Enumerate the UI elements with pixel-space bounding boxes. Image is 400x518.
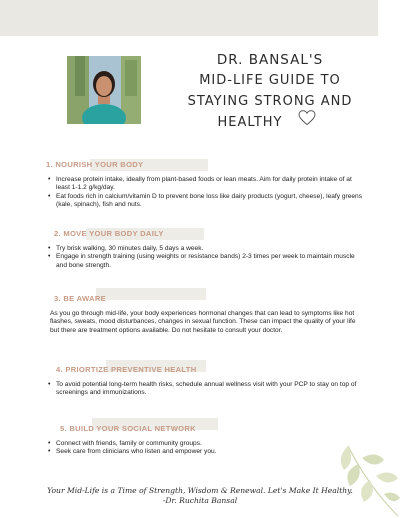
- bullet-list: [46, 381, 366, 398]
- section-preventive: [46, 365, 366, 398]
- section-nourish: [46, 160, 366, 210]
- page-title: [150, 50, 390, 133]
- section-move: [46, 229, 366, 270]
- bullet-list: [46, 176, 366, 210]
- list-item: • Seek care from clinicians who listen and empower you.: [56, 448, 366, 456]
- list-item: • Try brisk walking, 30 minutes daily, 5 days a week.: [56, 245, 366, 253]
- bullet-list: [46, 440, 366, 457]
- section-heading: 5. BUILD YOUR SOCIAL NETWORK: [46, 424, 366, 438]
- list-item: • Eat foods rich in calcium/vitamin D to prevent bone loss like dairy products (yogurt, cheese), leafy greens (kale, spinach), fish and nuts.: [56, 193, 366, 210]
- title-line-1: DR. BANSAL'S: [216, 52, 324, 68]
- title-line-4: HEALTHY: [217, 115, 283, 130]
- heart-outline-icon: [298, 110, 316, 126]
- quote-line-1: Your Mid-Life is a Time of Strength, Wisdom & Renewal. Let's Make It Healthy.: [47, 486, 353, 495]
- title-line-2: MID-LIFE GUIDE TO: [199, 73, 341, 88]
- section-paragraph: As you go through mid-life, your body experiences hormonal changes that can lead to symptoms like hot flashes, sweats, mood disturbances, changes in sexual function. These can impact the quality of your life but there are treatment options available. Do not hesitate to consult your doctor.: [50, 310, 356, 334]
- bullet-list: [46, 245, 366, 270]
- section-heading: 1. NOURISH YOUR BODY: [46, 160, 366, 174]
- top-banner: [0, 0, 378, 36]
- list-item: • To avoid potential long-term health risks, schedule annual wellness visit with your PCP to stay on top of screenings and immunizations.: [56, 381, 366, 398]
- section-social: [46, 424, 366, 457]
- section-heading: 3. BE AWARE: [46, 294, 366, 308]
- section-heading: 4. PRIORTIZE PREVENTIVE HEALTH: [46, 365, 366, 379]
- list-item: • Engage in strength training (using weights or resistance bands) 2-3 times per week to maintain muscle and bone strength.: [56, 253, 366, 270]
- title-line-3: STAYING STRONG AND: [187, 94, 353, 109]
- author-photo: [67, 56, 141, 124]
- list-item: • Increase protein intake, ideally from plant-based foods or lean meats. Aim for daily protein intake of at least 1-1.2 g/kg/day.: [56, 176, 366, 193]
- section-be-aware: [46, 294, 366, 335]
- list-item: • Connect with friends, family or community groups.: [56, 440, 366, 448]
- closing-quote: [20, 486, 380, 506]
- quote-signature: -Dr. Ruchita Bansal: [162, 496, 238, 505]
- section-heading: 2. MOVE YOUR BODY DAILY: [46, 229, 366, 243]
